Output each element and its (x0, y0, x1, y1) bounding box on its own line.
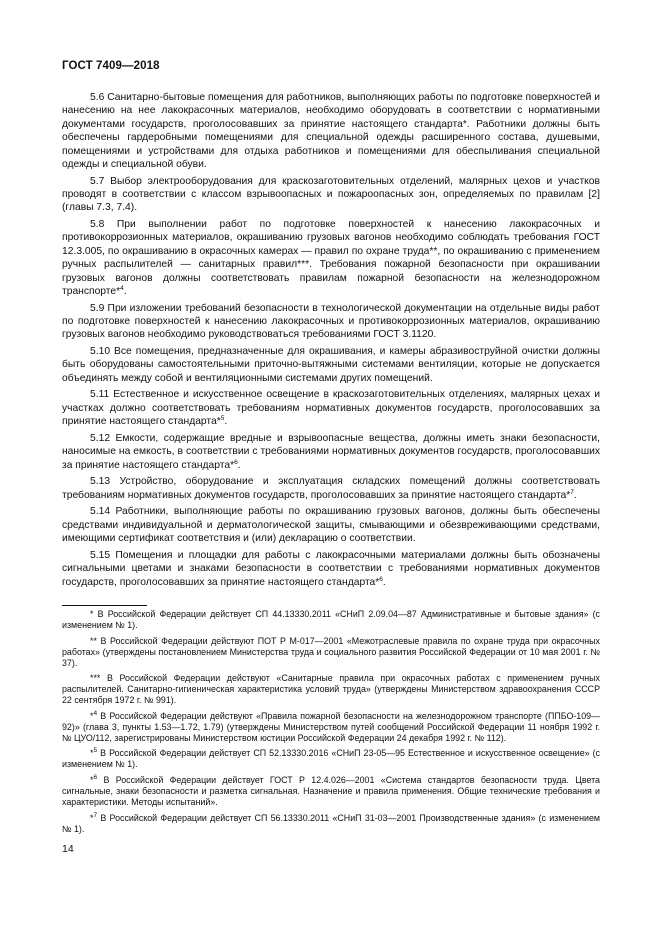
paragraph-5-14: 5.14 Работники, выполняющие работы по окрашиванию грузовых вагонов, должны быть обеспечены средствами индивидуальной и дерматологической защиты, смывающими и обезвреживающими средствами, имеющими сертификат соответствия и (или) декларацию о соответствии. (62, 506, 600, 545)
footnote-7: *$^7$ В Российской Федерации действует СП 56.13330.2011 «СНиП 31-03—2001 Производственные здания» (с изменением № 1). (62, 811, 600, 834)
footnote-1: * В Российской Федерации действует СП 44.13330.2011 «СНиП 2.09.04—87 Административные и бытовые здания» (с изменением № 1). (62, 609, 600, 630)
footnote-ref: 4 (120, 285, 124, 293)
footnotes (62, 609, 600, 839)
page-number: 14 (62, 843, 74, 855)
paragraph-5-12: 5.12 Емкости, содержащие вредные и взрывоопасные вещества, должны иметь знаки безопасности, наносимые на емкость, в соответствии с требованиями нормативных документов государств, проголосовавших за принятие настоящего стандарта*$^6$. (62, 432, 600, 471)
footnote-4: *$^4$ В Российской Федерации действуют «Правила пожарной безопасности на железнодорожном транспорте (ППБО-109—92)» (глава 3, пункты 1.53—1.72, 1.79) (утверждены Министерством путей сообщений Российской Федерации 11 ноября 1992 г. № ЦУО/112, зарегистрированы Министерством юстиции Российской Федерации 24 декабря 1992 г. № 112). (62, 709, 600, 743)
footnote-6: *$^6$ В Российской Федерации действует ГОСТ Р 12.4.026—2001 «Система стандартов безопасности труда. Цвета сигнальные, знаки безопасности и разметка сигнальная. Назначение и правила применения. Общие технические требования и характеристики. Методы испытаний». (62, 773, 600, 807)
footnote-3: *** В Российской Федерации действуют «Санитарные правила при окрасочных работах с применением ручных распылителей. Санитарно-гигиеническая характеристика условий труда» (утверждены Министерством здравоохранения СССР 22 сентября 1972 г. № 991). (62, 673, 600, 706)
paragraph-5-8: 5.8 При выполнении работ по подготовке поверхностей к нанесению лакокрасочных и противокоррозионных материалов, окрашиванию грузовых вагонов необходимо соблюдать требования ГОСТ 12.3.005, по окрашиванию в окрасочных камерах — правил по охране труда**, по окрашиванию с применением ручных распылителей — санитарных правил***. Требования пожарной безопасности при окрашивании грузовых вагонов должны соответствовать правилам пожарной безопасности на железнодорожном транспорте*$^4$. (62, 219, 600, 298)
footnote-ref: 5 (220, 415, 225, 423)
paragraph-5-7: 5.7 Выбор электрооборудования для краскозаготовительных отделений, малярных цехов и участков проводят в соответствии с классом взрывоопасных и пожароопасных зон, определяемых по правилам [2] (главы 7.3, 7.4). (62, 175, 600, 214)
document-header: ГОСТ 7409—2018 (62, 60, 160, 72)
footnote-ref: 7 (570, 488, 574, 496)
footnote-5: *$^5$ В Российской Федерации действует СП 52.13330.2016 «СНиП 23-05—95 Естественное и искусственное освещение» (с изменением № 1). (62, 747, 600, 770)
paragraph-5-6: 5.6 Санитарно-бытовые помещения для работников, выполняющих работы по подготовке поверхностей и нанесению на нее лакокрасочных материалов, необходимо оборудовать в соответствии с нормативными документами государств, проголосовавших за принятие настоящего стандарта*. Работники должны быть обеспечены гардеробными помещениями для специальной одежды расширенного состава, душевыми, помещениями и устройствами для отдыха работников и помещениями для обеспыливания специальной одежды и специальной обуви. (62, 92, 600, 171)
paragraph-5-11: 5.11 Естественное и искусственное освещение в краскозаготовительных отделениях, малярных цехах и участках должно соответствовать требованиям нормативных документов государств, проголосовавших за принятие настоящего стандарта*$^5$. (62, 389, 600, 428)
footnote-ref: 6 (234, 458, 238, 466)
paragraph-5-13: 5.13 Устройство, оборудование и эксплуатация складских помещений должны соответствовать требованиям нормативных документов государств, проголосовавших за принятие настоящего стандарта*$^7$. (62, 476, 600, 501)
footnote-separator (62, 605, 147, 606)
footnote-2: ** В Российской Федерации действуют ПОТ Р М-017—2001 «Межотраслевые правила по охране труда при окрасочных работах» (утверждены постановлением Министерства труда и социального развития Российской Федерации от 10 мая 2001 г. № 37). (62, 635, 600, 668)
body-text (62, 91, 600, 592)
paragraph-5-15: 5.15 Помещения и площадки для работы с лакокрасочными материалами должны быть обозначены сигнальными цветами и знаками безопасности в соответствии с требованиями нормативных документов государств, проголосовавших за принятие настоящего стандарта*$^6$. (62, 549, 600, 588)
footnote-ref: 6 (379, 575, 383, 583)
paragraph-5-9: 5.9 При изложении требований безопасности в технологической документации на отдельные виды работ по подготовке поверхностей к нанесению лакокрасочных и противокоррозионных материалов, окрашиванию грузовых вагонов необходимо руководствоваться требованиями ГОСТ 3.1120. (62, 302, 600, 341)
paragraph-5-10: 5.10 Все помещения, предназначенные для окрашивания, и камеры абразивоструйной очистки должны быть оборудованы самостоятельными приточно-вытяжными системами вентиляции, которые не допускается объединять между собой и вентиляционными системами других помещений. (62, 346, 600, 384)
